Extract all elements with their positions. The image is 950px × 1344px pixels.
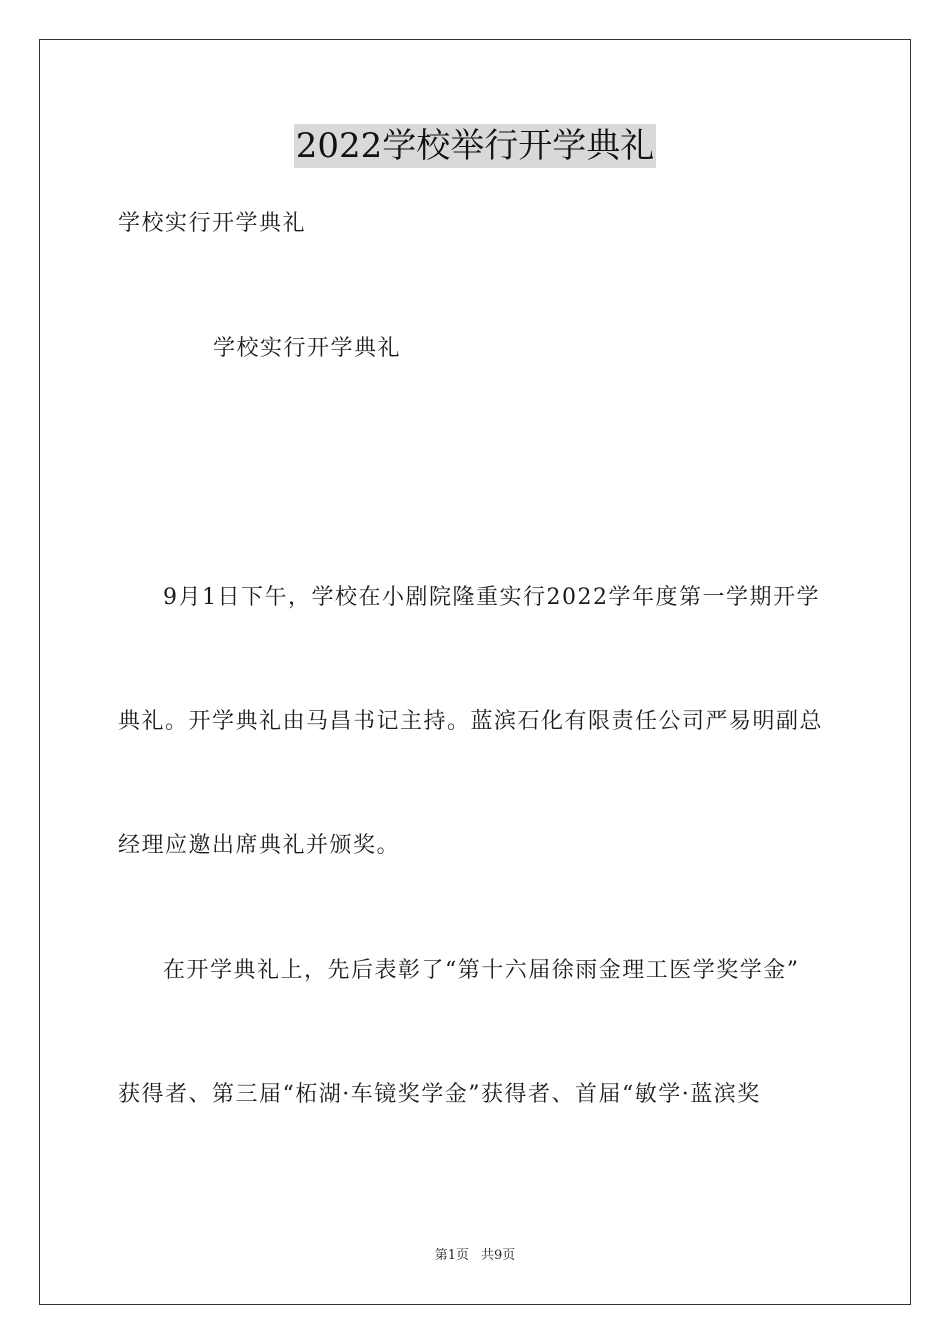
document-title: 2022学校举行开学典礼 (295, 126, 655, 166)
page-number-total: 共9页 (481, 1248, 516, 1263)
paragraph-line: 在开学典礼上，先后表彰了“第十六届徐雨金理工医学奖学金” (163, 958, 800, 983)
paragraph-line: 经理应邀出席典礼并颁奖。 (118, 833, 401, 858)
paragraph-line: 典礼。开学典礼由马昌书记主持。蓝滨石化有限责任公司严易明副总 (118, 709, 824, 734)
paragraph-line: 获得者、第三届“柘湖·车镜奖学金”获得者、首届“敏学·蓝滨奖 (118, 1082, 761, 1107)
paragraph-line: 9月1日下午，学校在小剧院隆重实行2022学年度第一学期开学 (163, 585, 820, 610)
page-number-current: 第1页 (434, 1248, 469, 1263)
title-container (0, 124, 950, 168)
subtitle-indented-line: 学校实行开学典礼 (213, 336, 402, 361)
page-footer (0, 1247, 950, 1265)
subtitle-line: 学校实行开学典礼 (118, 211, 307, 236)
